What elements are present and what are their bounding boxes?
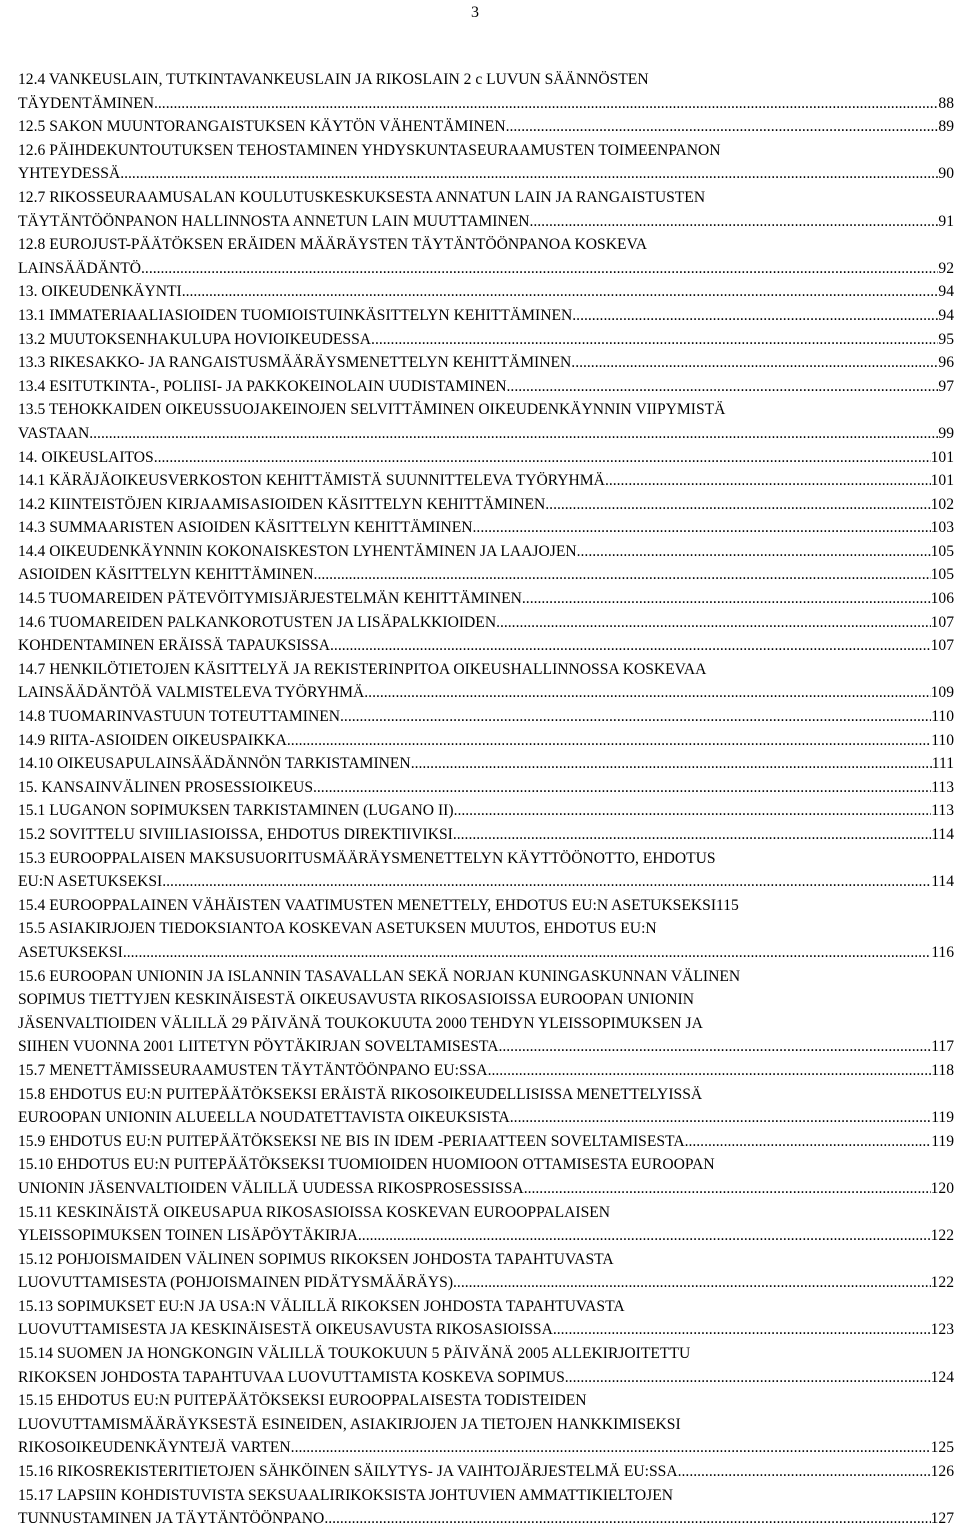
toc-entry[interactable] [18,1083,954,1107]
toc-dot-leader [498,1035,931,1059]
page-number: 3 [471,4,479,21]
toc-entry[interactable] [18,351,954,375]
toc-dot-leader [364,681,930,705]
toc-entry[interactable] [18,965,954,989]
toc-dot-leader [524,1177,931,1201]
toc-entry-page: 122 [930,1227,954,1245]
toc-entry[interactable] [18,752,954,776]
toc-entry[interactable] [18,658,954,682]
toc-dot-leader [545,493,930,517]
toc-entry-title: 15.6 EUROOPAN UNIONIN JA ISLANNIN TASAVALLAN SEKÄ NORJAN KUNINGASKUNNAN VÄLINEN [18,967,741,985]
toc-entry-page: 126 [930,1463,954,1481]
toc-entry-page: 114 [931,826,954,843]
toc-entry-title: 15.3 EUROOPPALAISEN MAKSUSUORITUSMÄÄRÄYSMENETTELYN KÄYTTÖÖNOTTO, EHDOTUS [18,849,716,867]
toc-entry[interactable] [18,540,954,564]
toc-entry[interactable] [18,375,954,399]
toc-entry[interactable] [18,1460,954,1484]
toc-entry[interactable] [18,1318,954,1342]
toc-entry[interactable] [18,92,954,116]
toc-entry-page: 125 [930,1439,954,1457]
toc-dot-leader [162,870,931,894]
toc-entry-page: 105 [930,542,954,560]
toc-dot-leader [473,516,931,540]
toc-dot-leader [572,304,938,328]
toc-entry-page: 124 [930,1368,954,1386]
toc-dot-leader [324,1507,930,1531]
toc-entry-title: 15. KANSAINVÄLINEN PROSESSIOIKEUS [18,778,313,796]
toc-entry-title: 14.9 RIITA-ASIOIDEN OIKEUSPAIKKA [18,731,287,749]
toc-entry-title: ASIOIDEN KÄSITTELYN KEHITTÄMINEN [18,566,314,584]
toc-entry-title: 14.3 SUMMAARISTEN ASIOIDEN KÄSITTELYN KEHITTÄMINEN [18,519,473,537]
toc-entry[interactable] [18,1248,954,1272]
toc-dot-leader [314,563,931,587]
toc-entry-page: 110 [931,708,954,726]
toc-entry-title: 14.2 KIINTEISTÖJEN KIRJAAMISASIOIDEN KÄSITTELYN KEHITTÄMINEN [18,495,546,513]
toc-entry[interactable] [18,705,954,729]
toc-entry-title: 15.13 SOPIMUKSET EU:N JA USA:N VÄLILLÄ RIKOKSEN JOHDOSTA TAPAHTUVASTA [18,1297,625,1315]
toc-entry-title: 15.17 LAPSIIN KOHDISTUVISTA SEKSUAALIRIKOKSISTA JOHTUVIEN AMMATTIKIELTOJEN [18,1486,674,1504]
toc-entry-title: TÄYDENTÄMINEN [18,94,154,112]
toc-dot-leader [496,611,931,635]
toc-entry-title: 12.4 VANKEUSLAIN, TUTKINTAVANKEUSLAIN JA RIKOSLAIN 2 c LUVUN SÄÄNNÖSTEN [18,71,649,88]
toc-entry[interactable] [18,587,954,611]
toc-entry-title: 15.1 LUGANON SOPIMUKSEN TARKISTAMINEN (LUGANO II) [18,802,454,820]
toc-entry[interactable] [18,233,954,257]
toc-dot-leader [154,446,931,470]
toc-entry-title: 14. OIKEUSLAITOS [18,448,154,466]
toc-entry[interactable] [18,563,954,587]
toc-entry-title: SIIHEN VUONNA 2001 LIITETYN PÖYTÄKIRJAN SOVELTAMISESTA [18,1038,499,1056]
toc-entry-page: 111 [931,755,954,773]
toc-entry-title: 14.4 OIKEUDENKÄYNNIN KOKONAISKESTON LYHENTÄMINEN JA LAAJOJEN [18,542,577,560]
toc-entry-title: 15.7 MENETTÄMISSEURAAMUSTEN TÄYTÄNTÖÖNPANO EU:SSA [18,1061,488,1079]
toc-dot-leader [605,469,931,493]
toc-entry[interactable] [18,1153,954,1177]
toc-entry[interactable] [18,1436,954,1460]
toc-dot-leader [685,1130,932,1154]
toc-entry-page: 107 [930,613,954,631]
toc-entry[interactable] [18,681,954,705]
toc-dot-leader [488,1059,932,1083]
toc-dot-leader [154,92,938,116]
toc-entry-title: 15.10 EHDOTUS EU:N PUITEPÄÄTÖKSEKSI TUOMIOIDEN HUOMIOON OTTAMISESTA EUROOPAN [18,1156,715,1174]
toc-entry-page: 113 [931,778,954,796]
toc-dot-leader [287,729,931,753]
toc-entry-page: 102 [930,495,954,513]
toc-entry[interactable] [18,1201,954,1225]
toc-entry-page: 94 [938,306,954,324]
toc-entry[interactable] [18,422,954,446]
toc-entry-title: 15.15 EHDOTUS EU:N PUITEPÄÄTÖKSEKSI EUROOPPALAISESTA TODISTEIDEN [18,1392,587,1410]
toc-entry-title: JÄSENVALTIOIDEN VÄLILLÄ 29 PÄIVÄNÄ TOUKOKUUTA 2000 TEHDYN YLEISSOPIMUKSEN JA [18,1014,703,1032]
toc-entry-title: 15.14 SUOMEN JA HONGKONGIN VÄLILLÄ TOUKOKUUN 5 PÄIVÄNÄ 2005 ALLEKIRJOITETTU [18,1345,691,1363]
toc-dot-leader [565,1366,931,1390]
toc-entry[interactable] [18,941,954,965]
toc-entry-title: 15.2 SOVITTELU SIVIILIASIOISSA, EHDOTUS DIREKTIIVIKSI [18,826,453,843]
toc-dot-leader [141,257,938,281]
toc-dot-leader [453,1271,931,1295]
toc-entry-title: 15.11 KESKINÄISTÄ OIKEUSAPUA RIKOSASIOISSA KOSKEVAN EUROOPPALAISEN [18,1203,611,1221]
toc-entry[interactable] [18,1389,954,1413]
toc-entry-page: 119 [931,1109,954,1127]
toc-entry[interactable] [18,1106,954,1130]
toc-entry-page: 123 [930,1321,954,1339]
toc-dot-leader [182,280,939,304]
toc-entry-page: 107 [930,637,954,655]
toc-entry-page: 94 [938,283,954,301]
toc-dot-leader [340,705,931,729]
toc-entry-title: 14.7 HENKILÖTIETOJEN KÄSITTELYÄ JA REKISTERINPITOA OIKEUSHALLINNOSSA KOSKEVAA [18,660,707,678]
toc-entry[interactable] [18,1366,954,1390]
toc-entry-title: 12.5 SAKON MUUNTORANGAISTUKSEN KÄYTÖN VÄHENTÄMINEN [18,118,506,136]
toc-entry[interactable] [18,516,954,540]
toc-entry[interactable] [18,186,954,210]
toc-entry-page: 117 [931,1038,954,1056]
toc-entry-page: 106 [930,590,954,608]
toc-entry-page: 119 [931,1132,954,1150]
toc-entry-title: 14.8 TUOMARINVASTUUN TOTEUTTAMINEN [18,708,341,726]
toc-entry[interactable] [18,115,954,139]
toc-entry[interactable] [18,493,954,517]
toc-entry-title: 12.8 EUROJUST-PÄÄTÖKSEN ERÄIDEN MÄÄRÄYSTEN TÄYTÄNTÖÖNPANOA KOSKEVA [18,236,647,254]
toc-entry-title: TUNNUSTAMINEN JA TÄYTÄNTÖÖNPANO [18,1510,325,1528]
toc-entry-page: 105 [930,566,954,584]
toc-entry[interactable] [18,729,954,753]
toc-dot-leader [577,540,931,564]
toc-entry-title: 14.1 KÄRÄJÄOIKEUSVERKOSTON KEHITTÄMISTÄ SUUNNITTELEVA TYÖRYHMÄ [18,472,605,490]
toc-entry-title: LAINSÄÄDÄNTÖ [18,259,142,277]
toc-entry-page: 96 [938,354,954,372]
toc-entry-page: 90 [938,165,954,183]
toc-entry-title: 15.5 ASIAKIRJOJEN TIEDOKSIANTOA KOSKEVAN ASETUKSEN MUUTOS, EHDOTUS EU:N [18,920,657,938]
toc-entry-title: RIKOSOIKEUDENKÄYNTEJÄ VARTEN [18,1439,291,1457]
toc-entry[interactable] [18,1484,954,1508]
toc-dot-leader [120,162,938,186]
toc-entry-page: 101 [930,448,954,466]
toc-entry-page: 91 [938,212,954,230]
toc-entry[interactable] [18,776,954,800]
toc-entry[interactable] [18,870,954,894]
toc-dot-leader [358,1224,931,1248]
toc-entry[interactable] [18,1059,954,1083]
toc-entry-page: 97 [938,377,954,395]
toc-entry-title: EU:N ASETUKSEKSI [18,873,163,891]
toc-entry-title: YHTEYDESSÄ [18,165,121,183]
toc-entry[interactable] [18,257,954,281]
table-of-contents [18,68,954,1531]
toc-entry-page: 110 [931,731,954,749]
toc-entry[interactable] [18,398,954,422]
toc-entry-title: 12.7 RIKOSSEURAAMUSALAN KOULUTUSKESKUKSESTA ANNATUN LAIN JA RANGAISTUSTEN [18,188,706,206]
toc-entry-page: 99 [938,424,954,442]
toc-entry[interactable] [18,1342,954,1366]
toc-entry[interactable] [18,1130,954,1154]
toc-entry[interactable] [18,139,954,163]
toc-dot-leader [454,799,932,823]
toc-entry[interactable] [18,634,954,658]
toc-entry-title: 12.6 PÄIHDEKUNTOUTUKSEN TEHOSTAMINEN YHDYSKUNTASEURAAMUSTEN TOIMEENPANON [18,141,721,159]
toc-dot-leader [330,634,931,658]
toc-entry[interactable] [18,611,954,635]
toc-entry[interactable] [18,469,954,493]
toc-entry-title: LUOVUTTAMISESTA JA KESKINÄISESTÄ OIKEUSAVUSTA RIKOSASIOISSA [18,1321,553,1339]
toc-entry-title: RIKOKSEN JOHDOSTA TAPAHTUVAA LUOVUTTAMISTA KOSKEVA SOPIMUS [18,1368,565,1386]
toc-dot-leader [123,941,931,965]
toc-entry[interactable] [18,799,954,823]
toc-entry-page: 118 [931,1061,954,1079]
toc-entry-title: LAINSÄÄDÄNTÖÄ VALMISTELEVA TYÖRYHMÄ [18,684,365,702]
toc-entry-title: 13.1 IMMATERIAALIASIOIDEN TUOMIOISTUINKÄSITTELYN KEHITTÄMINEN [18,306,573,324]
toc-dot-leader [89,422,938,446]
toc-entry-title: LUOVUTTAMISESTA (POHJOISMAINEN PIDÄTYSMÄÄRÄYS) [18,1274,454,1292]
toc-entry-title: 15.16 RIKOSREKISTERITIETOJEN SÄHKÖINEN SÄILYTYS- JA VAIHTOJÄRJESTELMÄ EU:SSA [18,1463,678,1481]
toc-entry[interactable] [18,988,954,1012]
toc-dot-leader [553,1318,931,1342]
toc-entry-page: 88 [938,94,954,112]
toc-entry[interactable] [18,304,954,328]
toc-dot-leader [522,587,931,611]
toc-entry-page: 101 [930,472,954,490]
toc-entry-title: YLEISSOPIMUKSEN TOINEN LISÄPÖYTÄKIRJA [18,1227,358,1245]
toc-entry-title: 13.2 MUUTOKSENHAKULUPA HOVIOIKEUDESSA [18,330,372,348]
toc-entry[interactable] [18,162,954,186]
toc-dot-leader [506,115,939,139]
toc-entry[interactable] [18,847,954,871]
toc-entry-page: 116 [931,943,954,961]
toc-entry-title: 13.3 RIKESAKKO- JA RANGAISTUSMÄÄRÄYSMENETTELYN KEHITTÄMINEN [18,354,572,372]
toc-dot-leader [529,210,938,234]
toc-entry-title: VASTAAN [18,424,90,442]
toc-entry[interactable] [18,1413,954,1437]
toc-entry[interactable] [18,917,954,941]
toc-entry[interactable] [18,823,954,847]
toc-entry-title: 14.6 TUOMAREIDEN PALKANKOROTUSTEN JA LISÄPALKKIOIDEN [18,613,497,631]
toc-entry-page: 95 [938,330,954,348]
toc-entry[interactable] [18,280,954,304]
toc-dot-leader [510,1106,931,1130]
toc-entry-title: 14.5 TUOMAREIDEN PÄTEVÖITYMISJÄRJESTELMÄN KEHITTÄMINEN [18,590,522,608]
toc-entry-title: 15.4 EUROOPPALAINEN VÄHÄISTEN VAATIMUSTEN MENETTELY, EHDOTUS EU:N ASETUKSEKSI115 [18,896,739,914]
toc-entry[interactable] [18,446,954,470]
toc-entry[interactable] [18,1177,954,1201]
toc-dot-leader [291,1436,931,1460]
toc-entry-page: 92 [938,259,954,277]
toc-entry[interactable] [18,1012,954,1036]
toc-entry[interactable] [18,1507,954,1531]
toc-entry-page: 122 [930,1274,954,1292]
toc-entry[interactable] [18,1035,954,1059]
toc-entry-title: 15.9 EHDOTUS EU:N PUITEPÄÄTÖKSEKSI NE BIS IN IDEM -PERIAATTEEN SOVELTAMISESTA [18,1132,685,1150]
toc-entry-page: 114 [931,873,954,891]
toc-entry-title: SOPIMUS TIETTYJEN KESKINÄISESTÄ OIKEUSAVUSTA RIKOSASIOISSA EUROOPAN UNIONIN [18,991,694,1009]
toc-entry-page: 109 [930,684,954,702]
toc-dot-leader [371,328,938,352]
toc-entry-title: TÄYTÄNTÖÖNPANON HALLINNOSTA ANNETUN LAIN MUUTTAMINEN [18,212,530,230]
toc-entry[interactable] [18,328,954,352]
toc-entry-title: 15.8 EHDOTUS EU:N PUITEPÄÄTÖKSEKSI ERÄISTÄ RIKOSOIKEUDELLISISSA MENETTELYISSÄ [18,1085,703,1103]
toc-entry-page: 103 [930,519,954,537]
toc-entry-page: 89 [938,118,954,136]
toc-entry-title: EUROOPAN UNIONIN ALUEELLA NOUDATETTAVISTA OIKEUKSISTA [18,1109,510,1127]
toc-entry[interactable] [18,1271,954,1295]
toc-entry[interactable] [18,1295,954,1319]
toc-entry-title: 15.12 POHJOISMAIDEN VÄLINEN SOPIMUS RIKOKSEN JOHDOSTA TAPAHTUVASTA [18,1250,614,1268]
toc-dot-leader [453,823,931,847]
toc-entry[interactable] [18,894,954,918]
toc-entry-title: UNIONIN JÄSENVALTIOIDEN VÄLILLÄ UUDESSA RIKOSPROSESSISSA [18,1179,524,1197]
toc-entry-page: 113 [931,802,954,820]
toc-entry-title: 13. OIKEUDENKÄYNTI [18,283,182,301]
toc-entry-title: KOHDENTAMINEN ERÄISSÄ TAPAUKSISSA [18,637,331,655]
toc-entry-title: 13.5 TEHOKKAIDEN OIKEUSSUOJAKEINOJEN SELVITTÄMINEN OIKEUDENKÄYNNIN VIIPYMISTÄ [18,401,726,419]
toc-entry-title: LUOVUTTAMISMÄÄRÄYKSESTÄ ESINEIDEN, ASIAKIRJOJEN JA TIETOJEN HANKKIMISEKSI [18,1415,681,1433]
toc-entry[interactable] [18,68,954,92]
toc-entry-title: ASETUKSEKSI [18,943,123,961]
toc-entry-page: 127 [930,1510,954,1528]
toc-entry-title: 13.4 ESITUTKINTA-, POLIISI- JA PAKKOKEINOLAIN UUDISTAMINEN [18,377,507,395]
toc-dot-leader [507,375,939,399]
toc-dot-leader [411,752,932,776]
toc-entry[interactable] [18,1224,954,1248]
toc-entry[interactable] [18,210,954,234]
toc-dot-leader [678,1460,931,1484]
toc-entry-page: 120 [930,1179,954,1197]
toc-entry-title: 14.10 OIKEUSAPULAINSÄÄDÄNNÖN TARKISTAMINEN [18,755,411,773]
toc-dot-leader [571,351,938,375]
toc-dot-leader [313,776,931,800]
